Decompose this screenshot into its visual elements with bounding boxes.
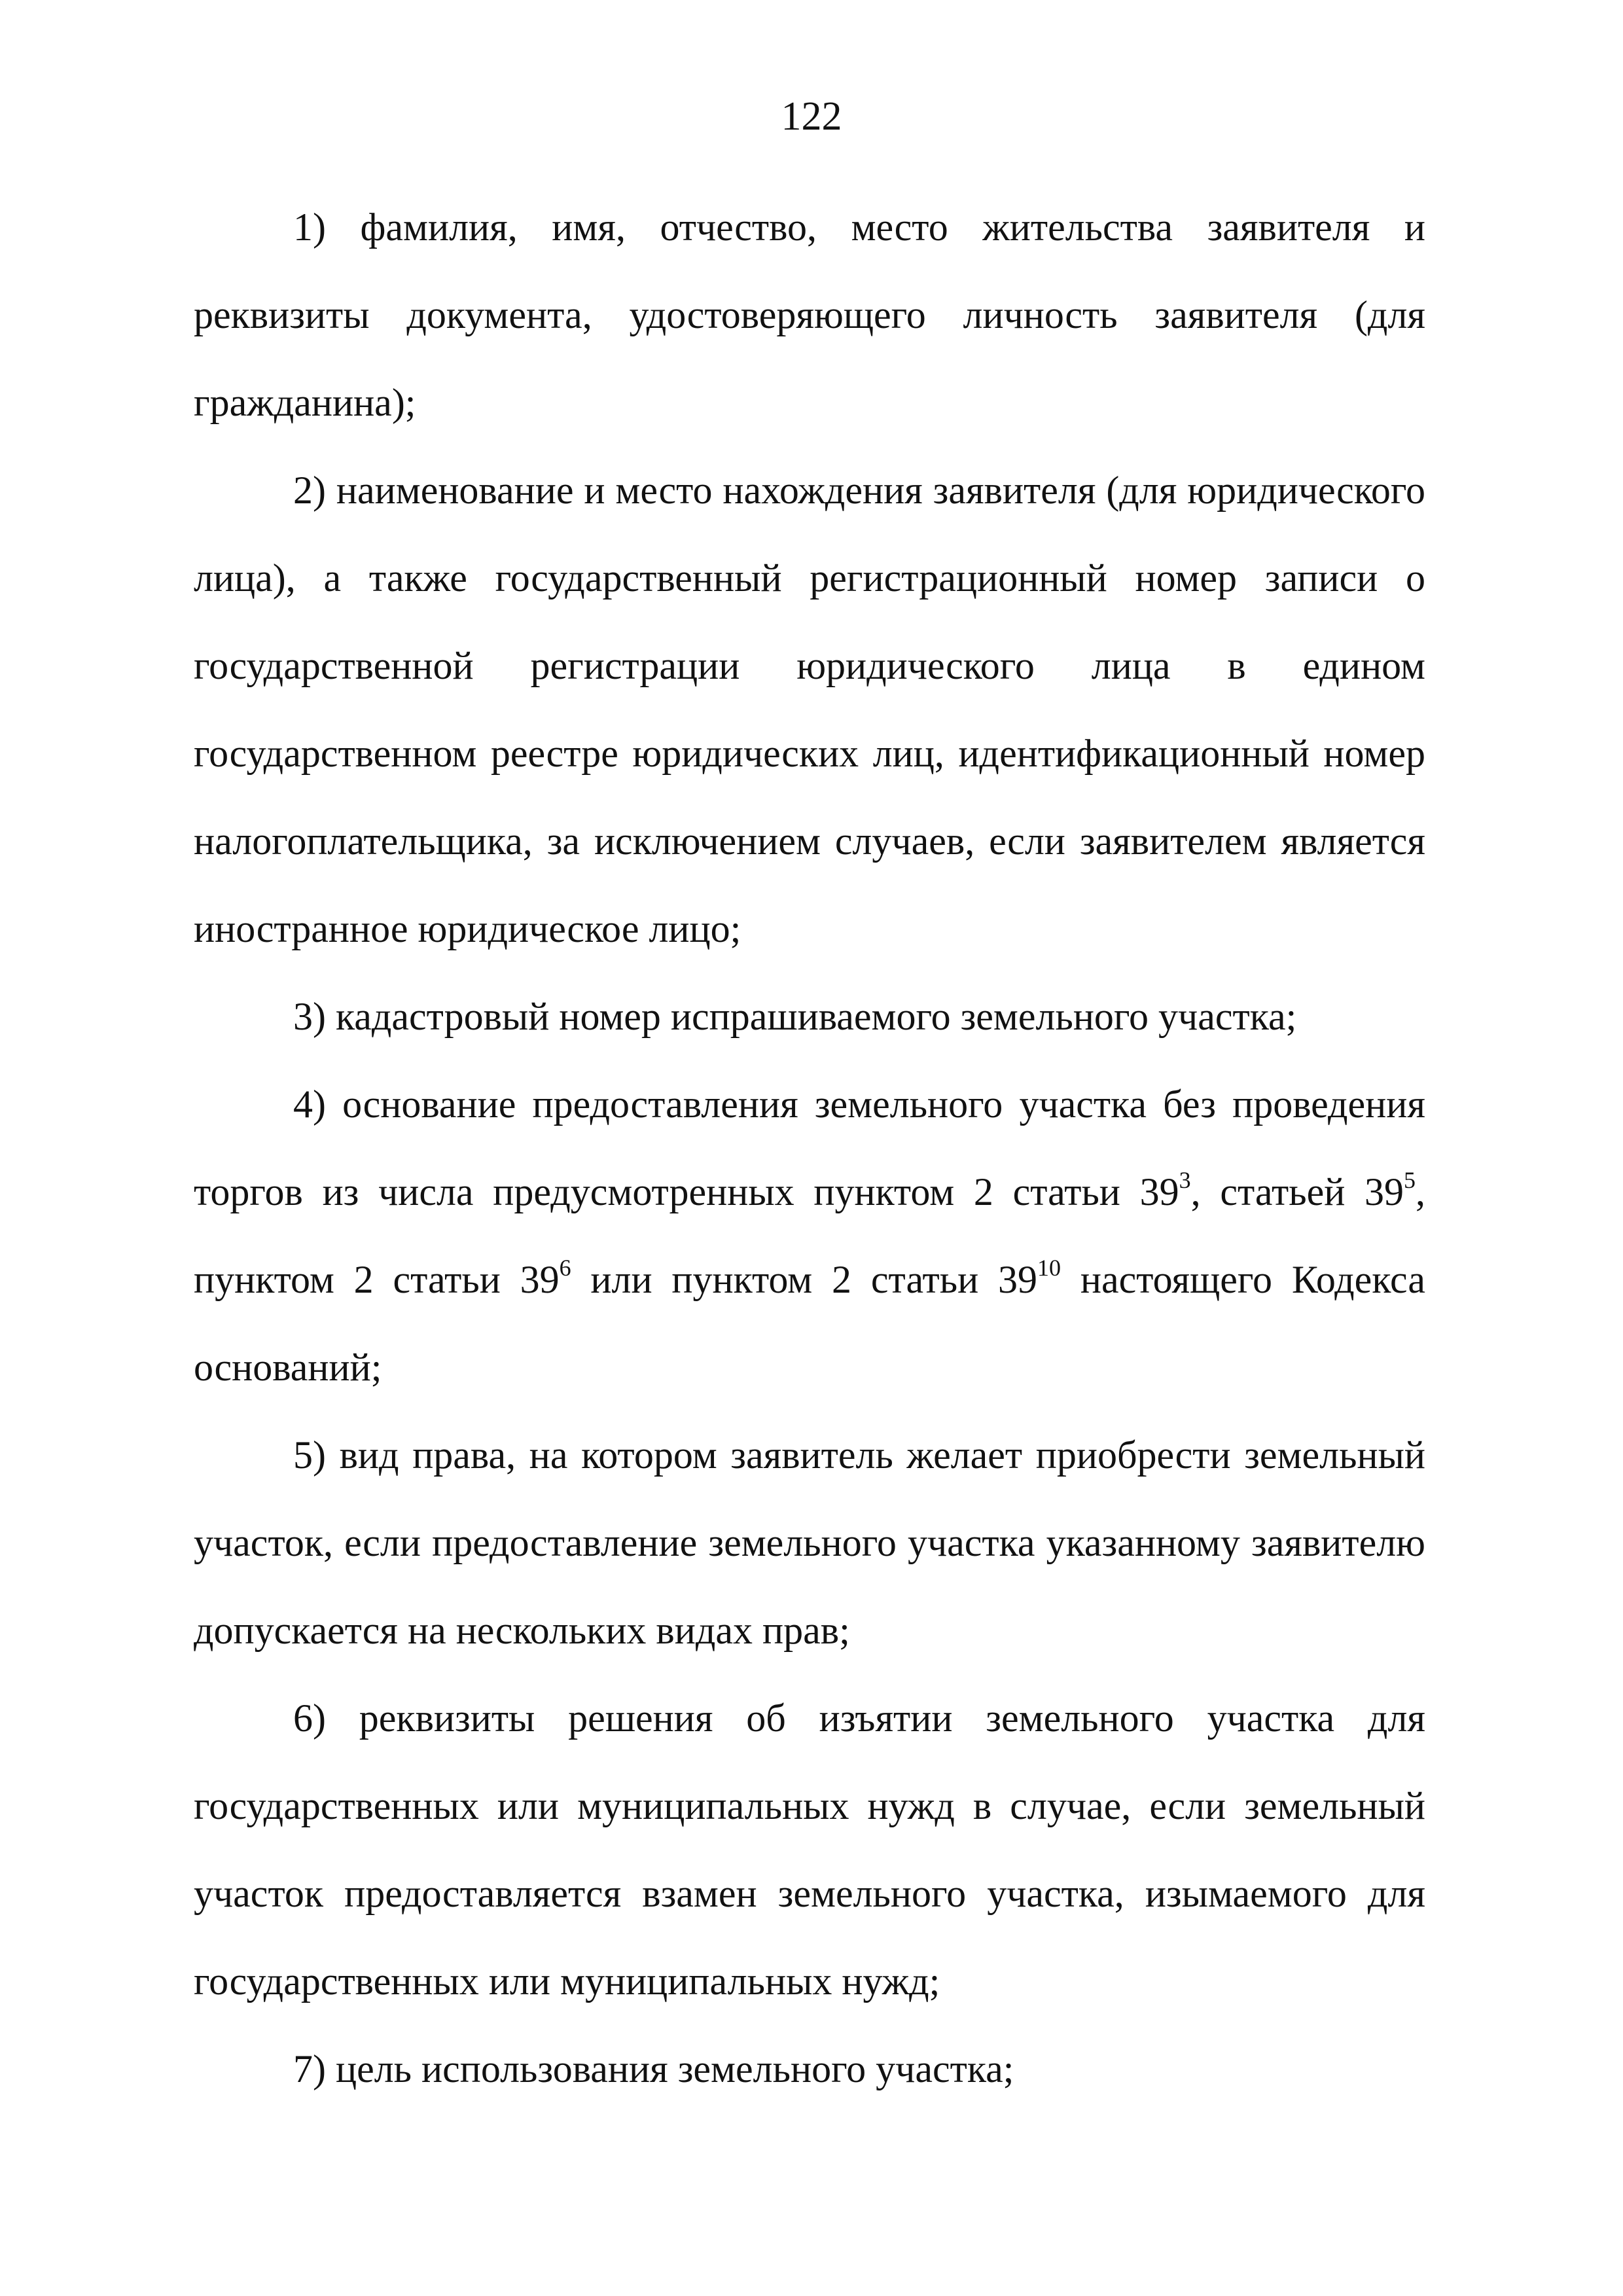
paragraph-2-applicant-legal-entity: 2) наименование и место нахождения заявителя (для юридического лица), а также государственный регистрационный номер записи о государственной регистрации юридического лица в едином государственном реестре юридических лиц, идентификационный номер налогоплательщика, за исключением случаев, если заявителем является иностранное юридическое лицо;	[194, 469, 1425, 950]
paragraph-7-land-use-purpose: 7) цель использования земельного участка;	[293, 2047, 1014, 2090]
page-number: 122	[781, 94, 842, 139]
paragraph-4-grounds	[194, 1060, 1425, 1411]
superscript-article-number: 10	[1037, 1255, 1061, 1281]
superscript-article-number: 6	[559, 1255, 571, 1281]
document-body	[194, 183, 1425, 2113]
paragraph-3-cadastral-number: 3) кадастровый номер испрашиваемого земельного участка;	[293, 995, 1297, 1038]
superscript-article-number: 3	[1179, 1167, 1191, 1193]
paragraph-5-type-of-right: 5) вид права, на котором заявитель желает приобрести земельный участок, если предоставление земельного участка указанному заявителю допускается на нескольких видах прав;	[194, 1433, 1425, 1652]
paragraph-4-text-part: 4) основание предоставления земельного участка без проведения торгов из числа предусмотренных пунктом 2 статьи 39	[194, 1083, 1425, 1213]
paragraph-6-seizure-decision: 6) реквизиты решения об изъятии земельного участка для государственных или муниципальных нужд в случае, если земельный участок предоставляется взамен земельного участка, изымаемого для государственных или муниципальных нужд;	[194, 1696, 1425, 2003]
paragraph-4-text-part: , статьей 39	[1190, 1170, 1404, 1213]
paragraph-4-text-part: , пунктом 2 статьи 39	[194, 1170, 1425, 1301]
paragraph-1-applicant-citizen: 1) фамилия, имя, отчество, место жительства заявителя и реквизиты документа, удостоверяющего личность заявителя (для гражданина);	[194, 206, 1425, 424]
paragraph-4-text-part: или пунктом 2 статьи 39	[571, 1258, 1038, 1301]
superscript-article-number: 5	[1404, 1167, 1416, 1193]
paragraph-4-text-part: настоящего Кодекса оснований;	[194, 1258, 1425, 1389]
